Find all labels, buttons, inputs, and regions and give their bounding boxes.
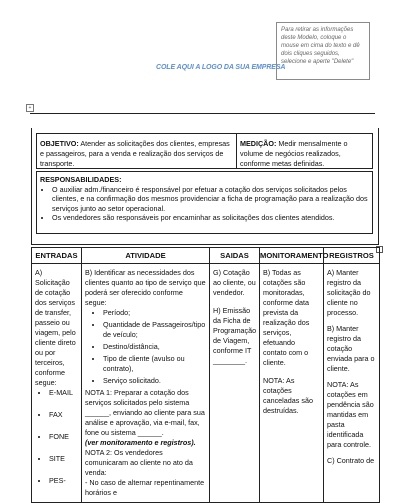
list-item: • FONE [49,432,78,442]
objetivo-cell [37,134,237,168]
list-item: • E-MAIL [49,388,78,398]
logo-placeholder[interactable]: COLE AQUI A LOGO DA SUA EMPRESA [156,64,286,71]
responsabilidades-label: RESPONSABILIDADES: [40,175,122,184]
atividade-nota1-ref: (ver monitoramento e registros). [85,438,196,447]
header-divider [30,113,375,114]
frame-border-right [378,128,379,244]
registros-c: C) Contrato de [327,456,375,465]
table-row [32,264,380,503]
atividade-list [85,308,206,386]
monitoramento-nota: NOTA: As cotações canceladas são destruídas. [263,376,313,415]
objective-table [36,133,373,169]
medicao-label: MEDIÇÃO: [240,139,277,148]
list-item: • O auxiliar adm./financeiro é responsável por efetuar a cotação dos serviços solicitados pelos clientes, e na confirmação dos mesmos providenciar a ficha de programação para a realização dos serviços junto ao setor operacional. [52,185,369,214]
list-item: • SITE [49,454,78,464]
process-table [31,247,380,503]
instruction-note: Para retirar as informações deste Modelo, coloque o mouse em cima do texto e dê dois cliques seguidos, selecione e aperte "Delete" [276,22,370,80]
list-item: • Destino/distância, [103,342,206,352]
registros-a: A) Manter registro da solicitação do cliente no processo. [327,268,371,317]
header-registros: REGISTROS [324,248,380,264]
saidas-g: G) Cotação ao cliente, ou vendedor. [213,268,256,297]
saidas-h: H) Emissão da Ficha de Programação de Viagem, conforme IT ________. [213,306,257,365]
saidas-cell [210,264,260,503]
frame-border-bottom [31,244,379,245]
list-item: • Período; [103,308,206,318]
objetivo-label: OBJETIVO: [40,139,79,148]
registros-nota: NOTA: As cotações em pendência são mantidas em pasta identificada para controle. [327,380,374,449]
registros-cell [324,264,380,503]
monitoramento-cell [260,264,324,503]
header-saidas: SAIDAS [210,248,260,264]
objetivo-text: Atender as solicitações dos clientes, empresas e passageiros, para a venda e realização dos serviços de transporte. [40,139,230,168]
header-monitoramento: MONITORAMENTO [260,248,324,264]
registros-b: B) Manter registro da cotação enviada para o cliente. [327,324,375,373]
atividade-nota2-item: - No caso de alternar repentinamente horários e [85,478,205,497]
list-item: • Serviço solicitado. [103,376,206,386]
atividade-intro: B) Identificar as necessidades dos clientes quanto ao tipo de serviço que poderá ser oferecido conforme segue: [85,268,206,307]
medicao-text: Medir mensalmente o volume de negócios realizados, conforme metas definidas. [240,139,348,168]
table-header-row [32,248,380,264]
table-anchor-icon[interactable]: + [26,104,34,112]
entradas-list [35,388,78,486]
frame-border-left [31,128,32,244]
header-entradas: ENTRADAS [32,248,82,264]
list-item: • PES- [49,476,78,486]
entradas-intro: A) Solicitação de cotação dos serviços de transfer, passeio ou viagem, pelo cliente direto ou por terceiros, conforme segue: [35,268,76,387]
entradas-cell [32,264,82,503]
medicao-cell [237,134,372,168]
list-item: • Os vendedores são responsáveis por encaminhar as solicitações dos clientes atendidos. [52,213,369,223]
responsabilidades-box [36,171,373,234]
list-item: • Tipo de cliente (avulso ou contrato), [103,354,206,374]
list-item: • FAX [49,410,78,420]
atividade-cell [82,264,210,503]
list-item: • Quantidade de Passageiros/tipo de veículo; [103,320,206,340]
atividade-nota2: NOTA 2: Os vendedores comunicaram ao cliente no ato da venda: [85,448,193,477]
atividade-nota1: NOTA 1: Preparar a cotação dos serviços solicitados pelo sistema ______, enviando ao cliente para sua análise e aprovação, via e-mail, fax, fone ou sistema ______. [85,388,205,437]
responsabilidades-list [40,185,369,223]
header-atividade: ATIVIDADE [82,248,210,264]
monitoramento-b: B) Todas as cotações são monitoradas, conforme data prevista da realização dos serviços, efetuando contato com o cliente. [263,268,310,367]
